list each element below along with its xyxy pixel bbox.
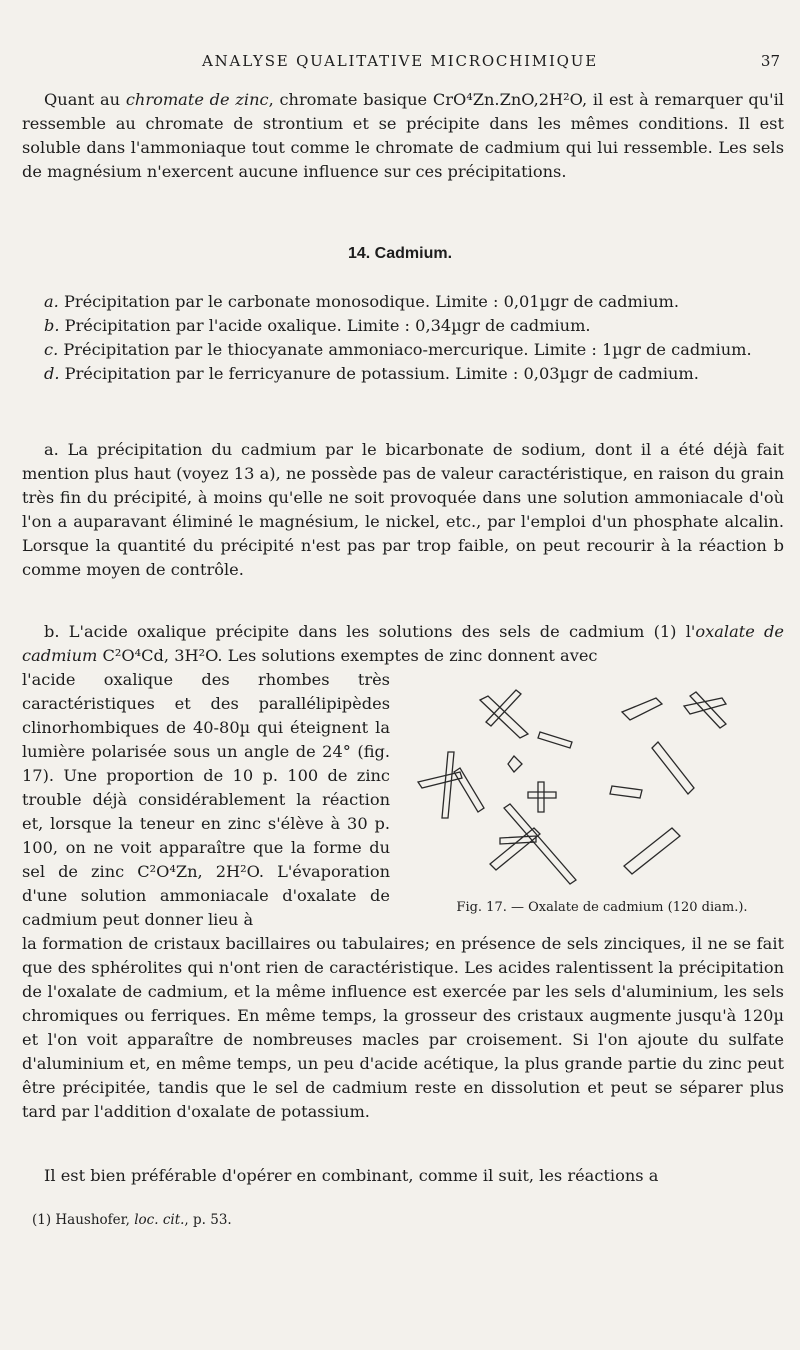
paragraph-a: a. La précipitation du cadmium par le bicarbonate de sodium, dont il a été déjà fait mention plus haut (voyez 13 a), ne possède pas de valeur caractéristique, en raison du grain très fin du précipité, à moins qu'elle ne soit provoquée dans une solution ammoniacale d'où l'on a auparavant éliminé le magnésium, le nickel, etc., par l'emploi d'un phosphate alcalin. Lorsque la quantité du précipité n'est pas par trop faible, on peut recourir à la réaction b comme moyen de contrôle. [22, 440, 784, 579]
method-text: Précipitation par le thiocyanate ammoniaco-mercurique. Limite : 1µgr de cadmium. [63, 340, 752, 359]
crystal-rod-2 [622, 698, 662, 720]
figure-oxalate-crystals [404, 668, 790, 918]
methods-list [22, 290, 784, 386]
method-letter: a. [44, 292, 59, 311]
para-b-term: oxalate de cadmium [22, 622, 784, 665]
method-letter: c. [44, 340, 59, 359]
intro-term: chromate de zinc [125, 90, 269, 109]
footnote-ref: loc. cit. [134, 1212, 185, 1228]
running-header [0, 52, 800, 80]
intro-paragraph [22, 88, 784, 184]
page-number: 37 [760, 52, 780, 70]
method-item-b [22, 314, 784, 338]
para-b-after-term: C²O⁴Cd, 3H²O. Les solutions exemptes de zinc donnent avec [97, 646, 598, 665]
method-item-c [22, 338, 784, 362]
crystal-cross-3 [418, 752, 484, 818]
method-letter: b. [44, 316, 60, 335]
crystal-cross-5 [490, 804, 576, 884]
section-heading: 14. Cadmium. [347, 245, 453, 262]
method-item-d [22, 362, 784, 386]
crystal-rod-1 [538, 732, 572, 748]
method-letter: d. [44, 364, 60, 383]
method-item-a [22, 290, 784, 314]
paragraph-b-wrapped: l'acide oxalique des rhombes très caractéristiques et des parallélipipèdes clinorhombiques de 40-80µ qui éteignent la lumière polarisée sous un angle de 24° (fig. 17). Une proportion de 10 p. 100 de zinc trouble déjà considérablement la réaction et, lorsque la teneur en zinc s'élève à 30 p. 100, on ne voit apparaître que la forme du sel de zinc C²O⁴Zn, 2H²O. L'évaporation d'une solution ammoniacale d'oxalate de cadmium peut donner lieu à [22, 670, 390, 929]
crystal-drawing [404, 668, 790, 918]
footnote-page: , p. 53. [184, 1212, 232, 1228]
intro-rest: , chromate basique CrO⁴Zn.ZnO,2H²O, il est à remarquer qu'il ressemble au chromate de strontium et se précipite dans les mêmes conditions. Il est soluble dans l'ammoniaque tout comme le chromate de cadmium qui lui ressemble. Les sels de magnésium n'exercent aucune influence sur ces précipitations. [22, 90, 784, 181]
para-b-lead: b. L'acide oxalique précipite dans les solutions des sels de cadmium (1) l' [44, 622, 696, 641]
crystal-cross-1 [480, 690, 528, 738]
figure-caption: Fig. 17. — Oxalate de cadmium (120 diam.). [456, 900, 748, 915]
crystal-rod-5 [624, 828, 680, 874]
method-text: Précipitation par le carbonate monosodique. Limite : 0,01µgr de cadmium. [63, 292, 679, 311]
intro-prefix: Quant au [44, 90, 126, 109]
footnote-marker: (1) Haushofer, [32, 1212, 135, 1228]
crystal-rhomb [508, 756, 522, 772]
crystal-cross-2 [684, 692, 726, 728]
footnote [32, 1212, 232, 1228]
method-text: Précipitation par le ferricyanure de potassium. Limite : 0,03µgr de cadmium. [64, 364, 699, 383]
paragraph-final: Il est bien préférable d'opérer en combinant, comme il suit, les réactions a [44, 1166, 659, 1185]
crystal-rod-3 [652, 742, 694, 794]
method-text: Précipitation par l'acide oxalique. Limite : 0,34µgr de cadmium. [64, 316, 591, 335]
crystal-rod-4 [610, 786, 642, 798]
paragraph-b-lead [22, 620, 784, 668]
crystal-cross-4 [528, 782, 556, 812]
paragraph-b-continued: la formation de cristaux bacillaires ou tabulaires; en présence de sels zinciques, il ne se fait que des sphérolites qui n'ont rien de caractéristique. Les acides ralentissent la précipitation de l'oxalate de cadmium, et la même influence est exercée par les sels d'aluminium, les sels chromiques ou ferriques. En même temps, la grosseur des cristaux augmente jusqu'à 120µ et l'on voit apparaître de nombreuses macles par croisement. Si l'on ajoute du sulfate d'aluminium et, en même temps, un peu d'acide acétique, la plus grande partie du zinc peut être précipitée, tandis que le sel de cadmium reste en dissolution et peut se séparer plus tard par l'addition d'oxalate de potassium. [22, 934, 784, 1121]
running-title: ANALYSE QUALITATIVE MICROCHIMIQUE [202, 52, 598, 70]
